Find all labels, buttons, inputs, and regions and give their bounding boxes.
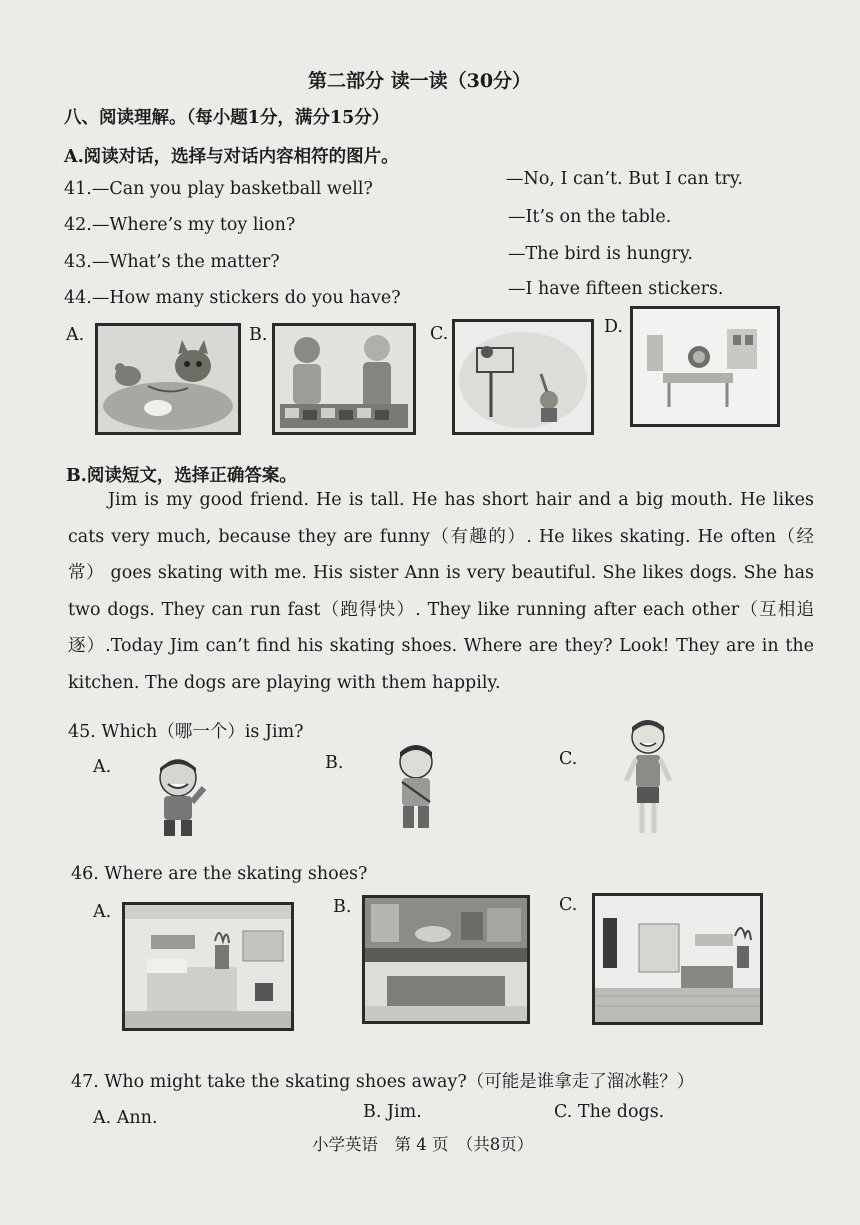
stickers-illustration [275,326,413,432]
picture-bedroom [122,902,294,1031]
short-boy-figure [390,742,442,834]
boy-b-illustration [390,742,442,834]
dialog-44-question: 44.—How many stickers do you have? [64,288,401,308]
dialog-42-question: 42.—Where’s my toy lion? [64,215,296,235]
dialog-41-answer: —No, I can’t. But I can try. [506,169,743,189]
dialog-41-question: 41.—Can you play basketball well? [64,179,373,199]
question-47: 47. Who might take the skating shoes away?（可能是谁拿走了溜冰鞋？） [71,1072,695,1092]
boy-a-illustration [146,756,210,840]
picture-stickers-table [272,323,416,435]
dialog-43-question: 43.—What’s the matter? [64,252,280,272]
part-b-instruction: B.阅读短文，选择正确答案。 [66,466,297,486]
q46-option-b-label: B. [333,897,352,917]
toy-lion-illustration [633,309,777,424]
q46-option-a-label: A. [93,902,112,922]
q46-option-c-label: C. [559,895,578,915]
dialog-43-answer: —The bird is hungry. [508,244,693,264]
q45-option-b-label: B. [325,753,344,773]
part-a-option-a-label: A. [66,325,85,345]
picture-living-room [592,893,763,1025]
part-a-instruction: A.阅读对话，选择与对话内容相符的图片。 [64,147,399,167]
q47-option-a: A. Ann. [93,1108,158,1128]
section-heading: 八、阅读理解。（每小题1分，满分15分） [64,108,390,128]
tall-boy-figure [620,715,676,837]
q47-option-b: B. Jim. [363,1102,422,1122]
part-a-option-b-label: B. [249,325,268,345]
cat-mouse-illustration [98,326,238,432]
picture-kitchen [362,895,530,1024]
picture-toy-lion-on-table [630,306,780,427]
q45-option-a-label: A. [93,757,112,777]
question-45: 45. Which（哪一个）is Jim? [68,722,304,742]
part-a-option-c-label: C. [430,324,449,344]
q47-option-c: C. The dogs. [554,1102,665,1122]
passage-text: Jim is my good friend. He is tall. He has short hair and a big mouth. He likes cats very much, because they are funny（有趣的）. He likes skating. He often（经常） goes skating with me. His sister Ann is very beautiful. She likes dogs. She has two dogs. They can run fast（跑得快）. They like running after each other（互相追逐）.Today Jim can’t find his skating shoes. Where are they? Look! They are in the kitchen. The dogs are playing with them happily. [68,490,814,693]
boy-waving-figure [146,756,210,840]
basketball-illustration [455,322,591,432]
reading-passage [68,482,814,701]
dialog-44-answer: —I have fifteen stickers. [508,279,724,299]
q45-option-c-label: C. [559,749,578,769]
dialog-42-answer: —It’s on the table. [508,207,672,227]
boy-c-illustration [620,715,676,837]
bedroom-illustration [125,905,291,1028]
page-footer: 小学英语 第 4 页 （共8页） [312,1135,534,1154]
living-room-illustration [595,896,760,1022]
part-title: 第二部分 读一读（30分） [308,70,532,92]
kitchen-illustration [365,898,527,1021]
picture-basketball [452,319,594,435]
part-a-option-d-label: D. [604,317,623,337]
question-46: 46. Where are the skating shoes? [71,864,368,884]
picture-cat-mouse-bird [95,323,241,435]
